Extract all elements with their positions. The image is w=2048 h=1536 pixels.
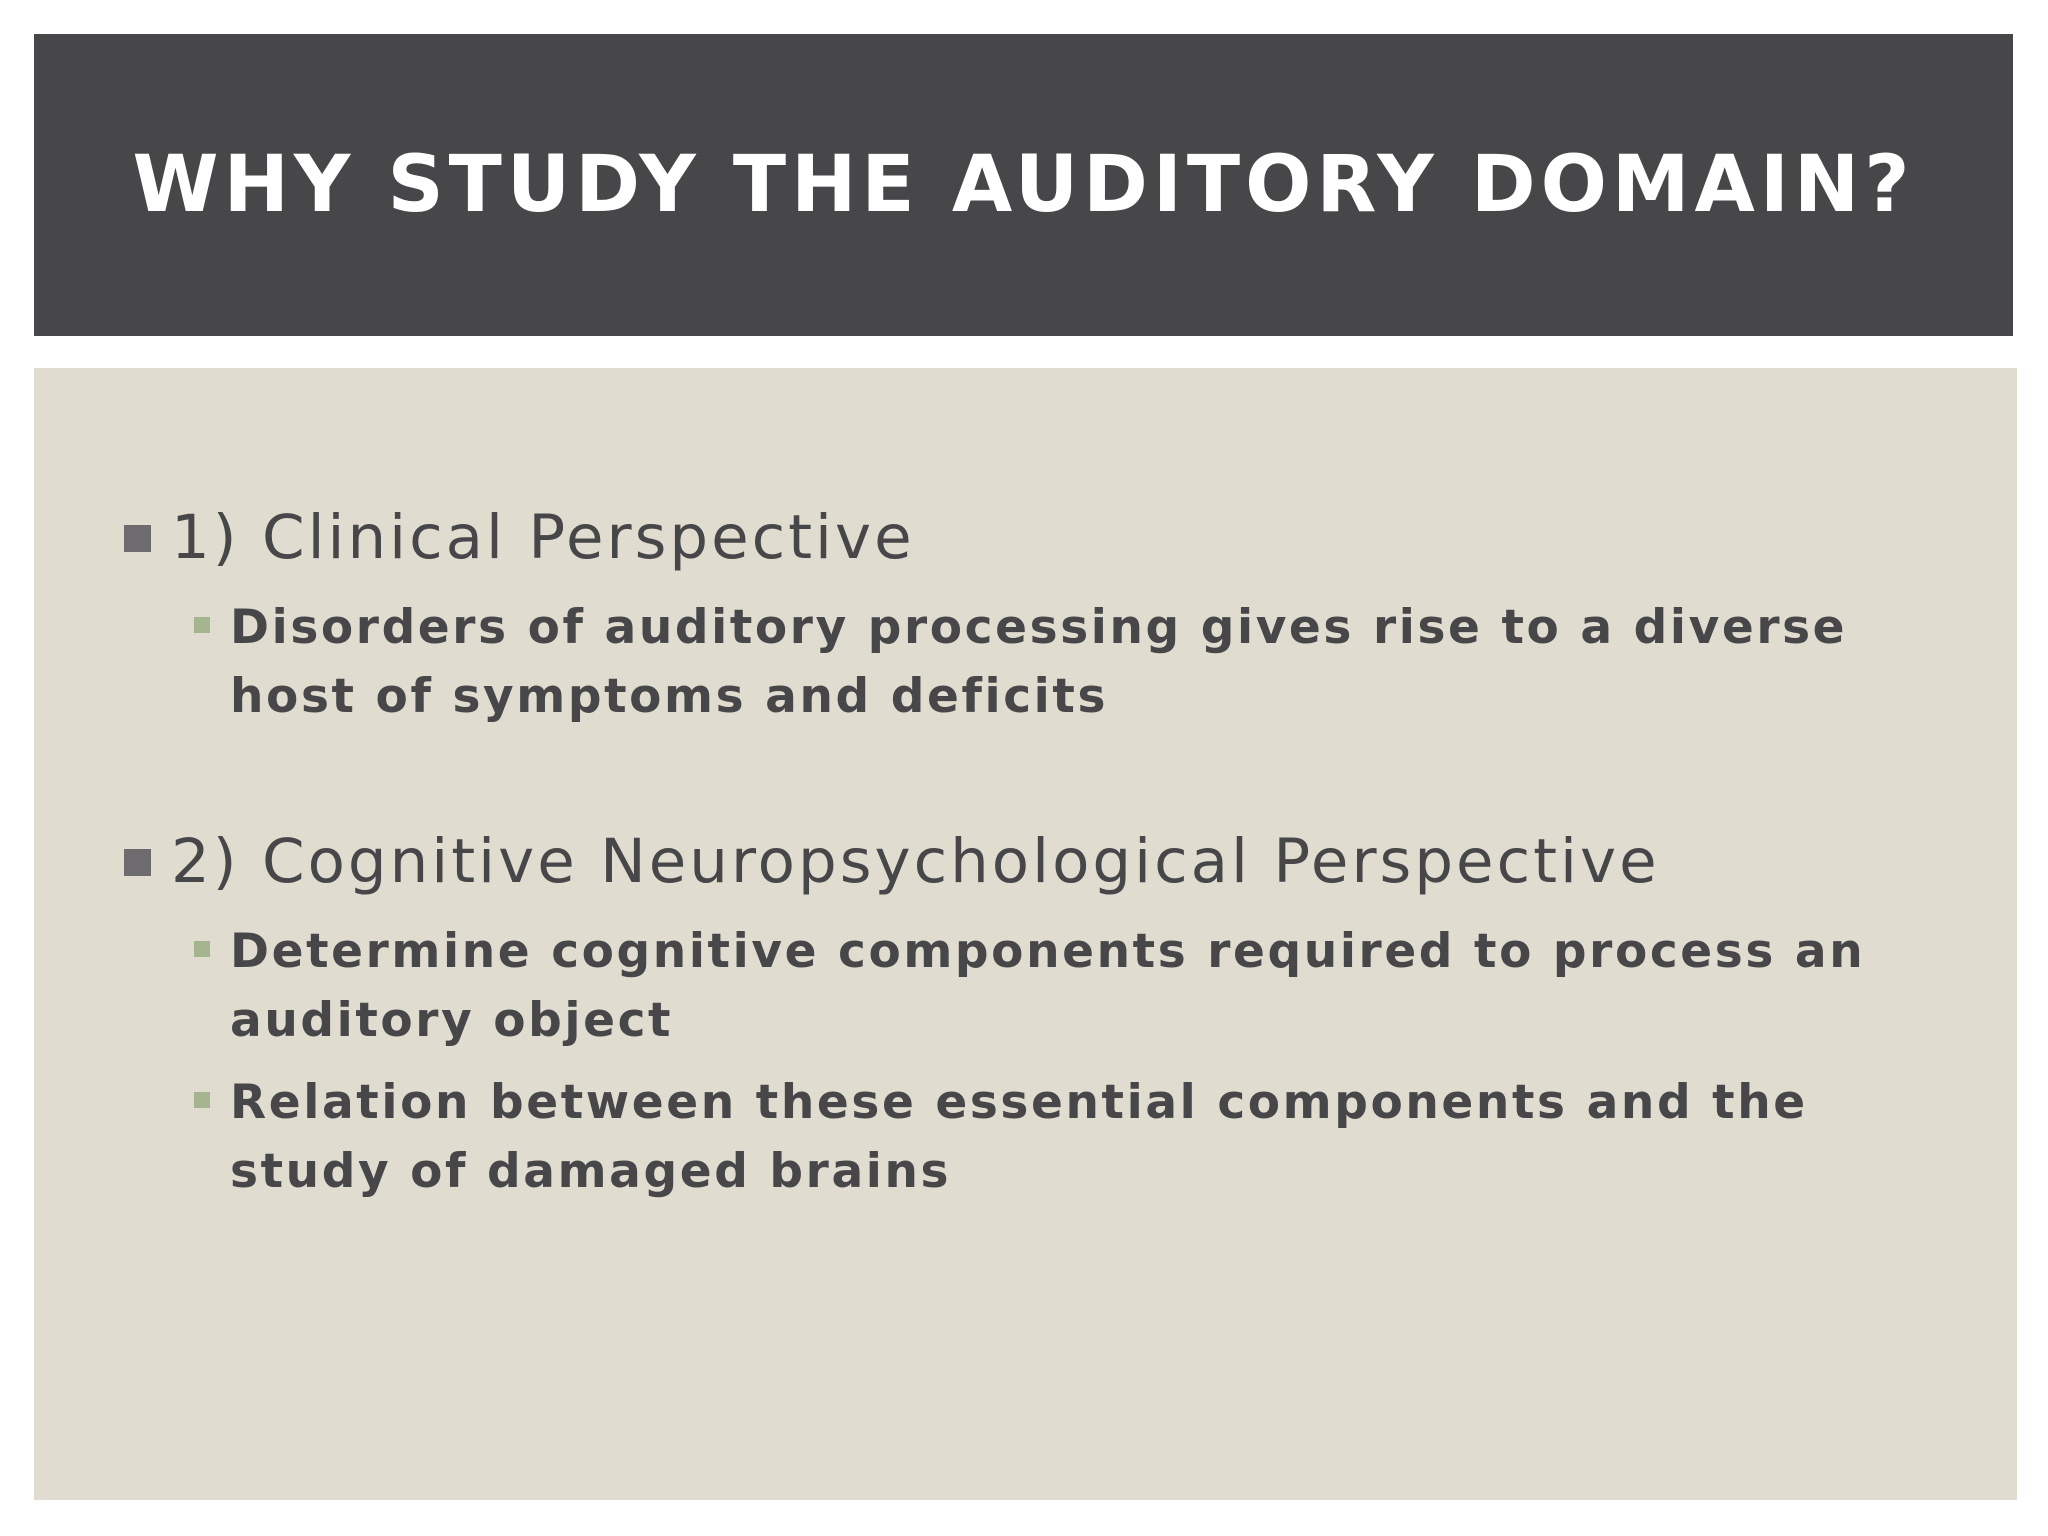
square-bullet-icon [124,849,151,876]
slide-title: WHY STUDY THE AUDITORY DOMAIN? [132,140,1915,230]
small-square-bullet-icon [194,941,210,957]
sub-bullet-text: Relation between these essential components and the study of damaged brains [230,1075,1808,1199]
sub-bullet-text: Disorders of auditory processing gives rise to a diverse host of symptoms and deficits [230,600,1848,724]
sub-bullet-text: Determine cognitive components required to process an auditory object [230,924,1866,1048]
small-square-bullet-icon [194,1092,210,1108]
bullet-heading: 2) Cognitive Neuropsychological Perspective [171,826,1660,897]
title-bar [34,34,2013,336]
small-square-bullet-icon [194,617,210,633]
bullet-heading: 1) Clinical Perspective [171,502,915,573]
square-bullet-icon [124,525,151,552]
content-panel [34,368,2017,1500]
